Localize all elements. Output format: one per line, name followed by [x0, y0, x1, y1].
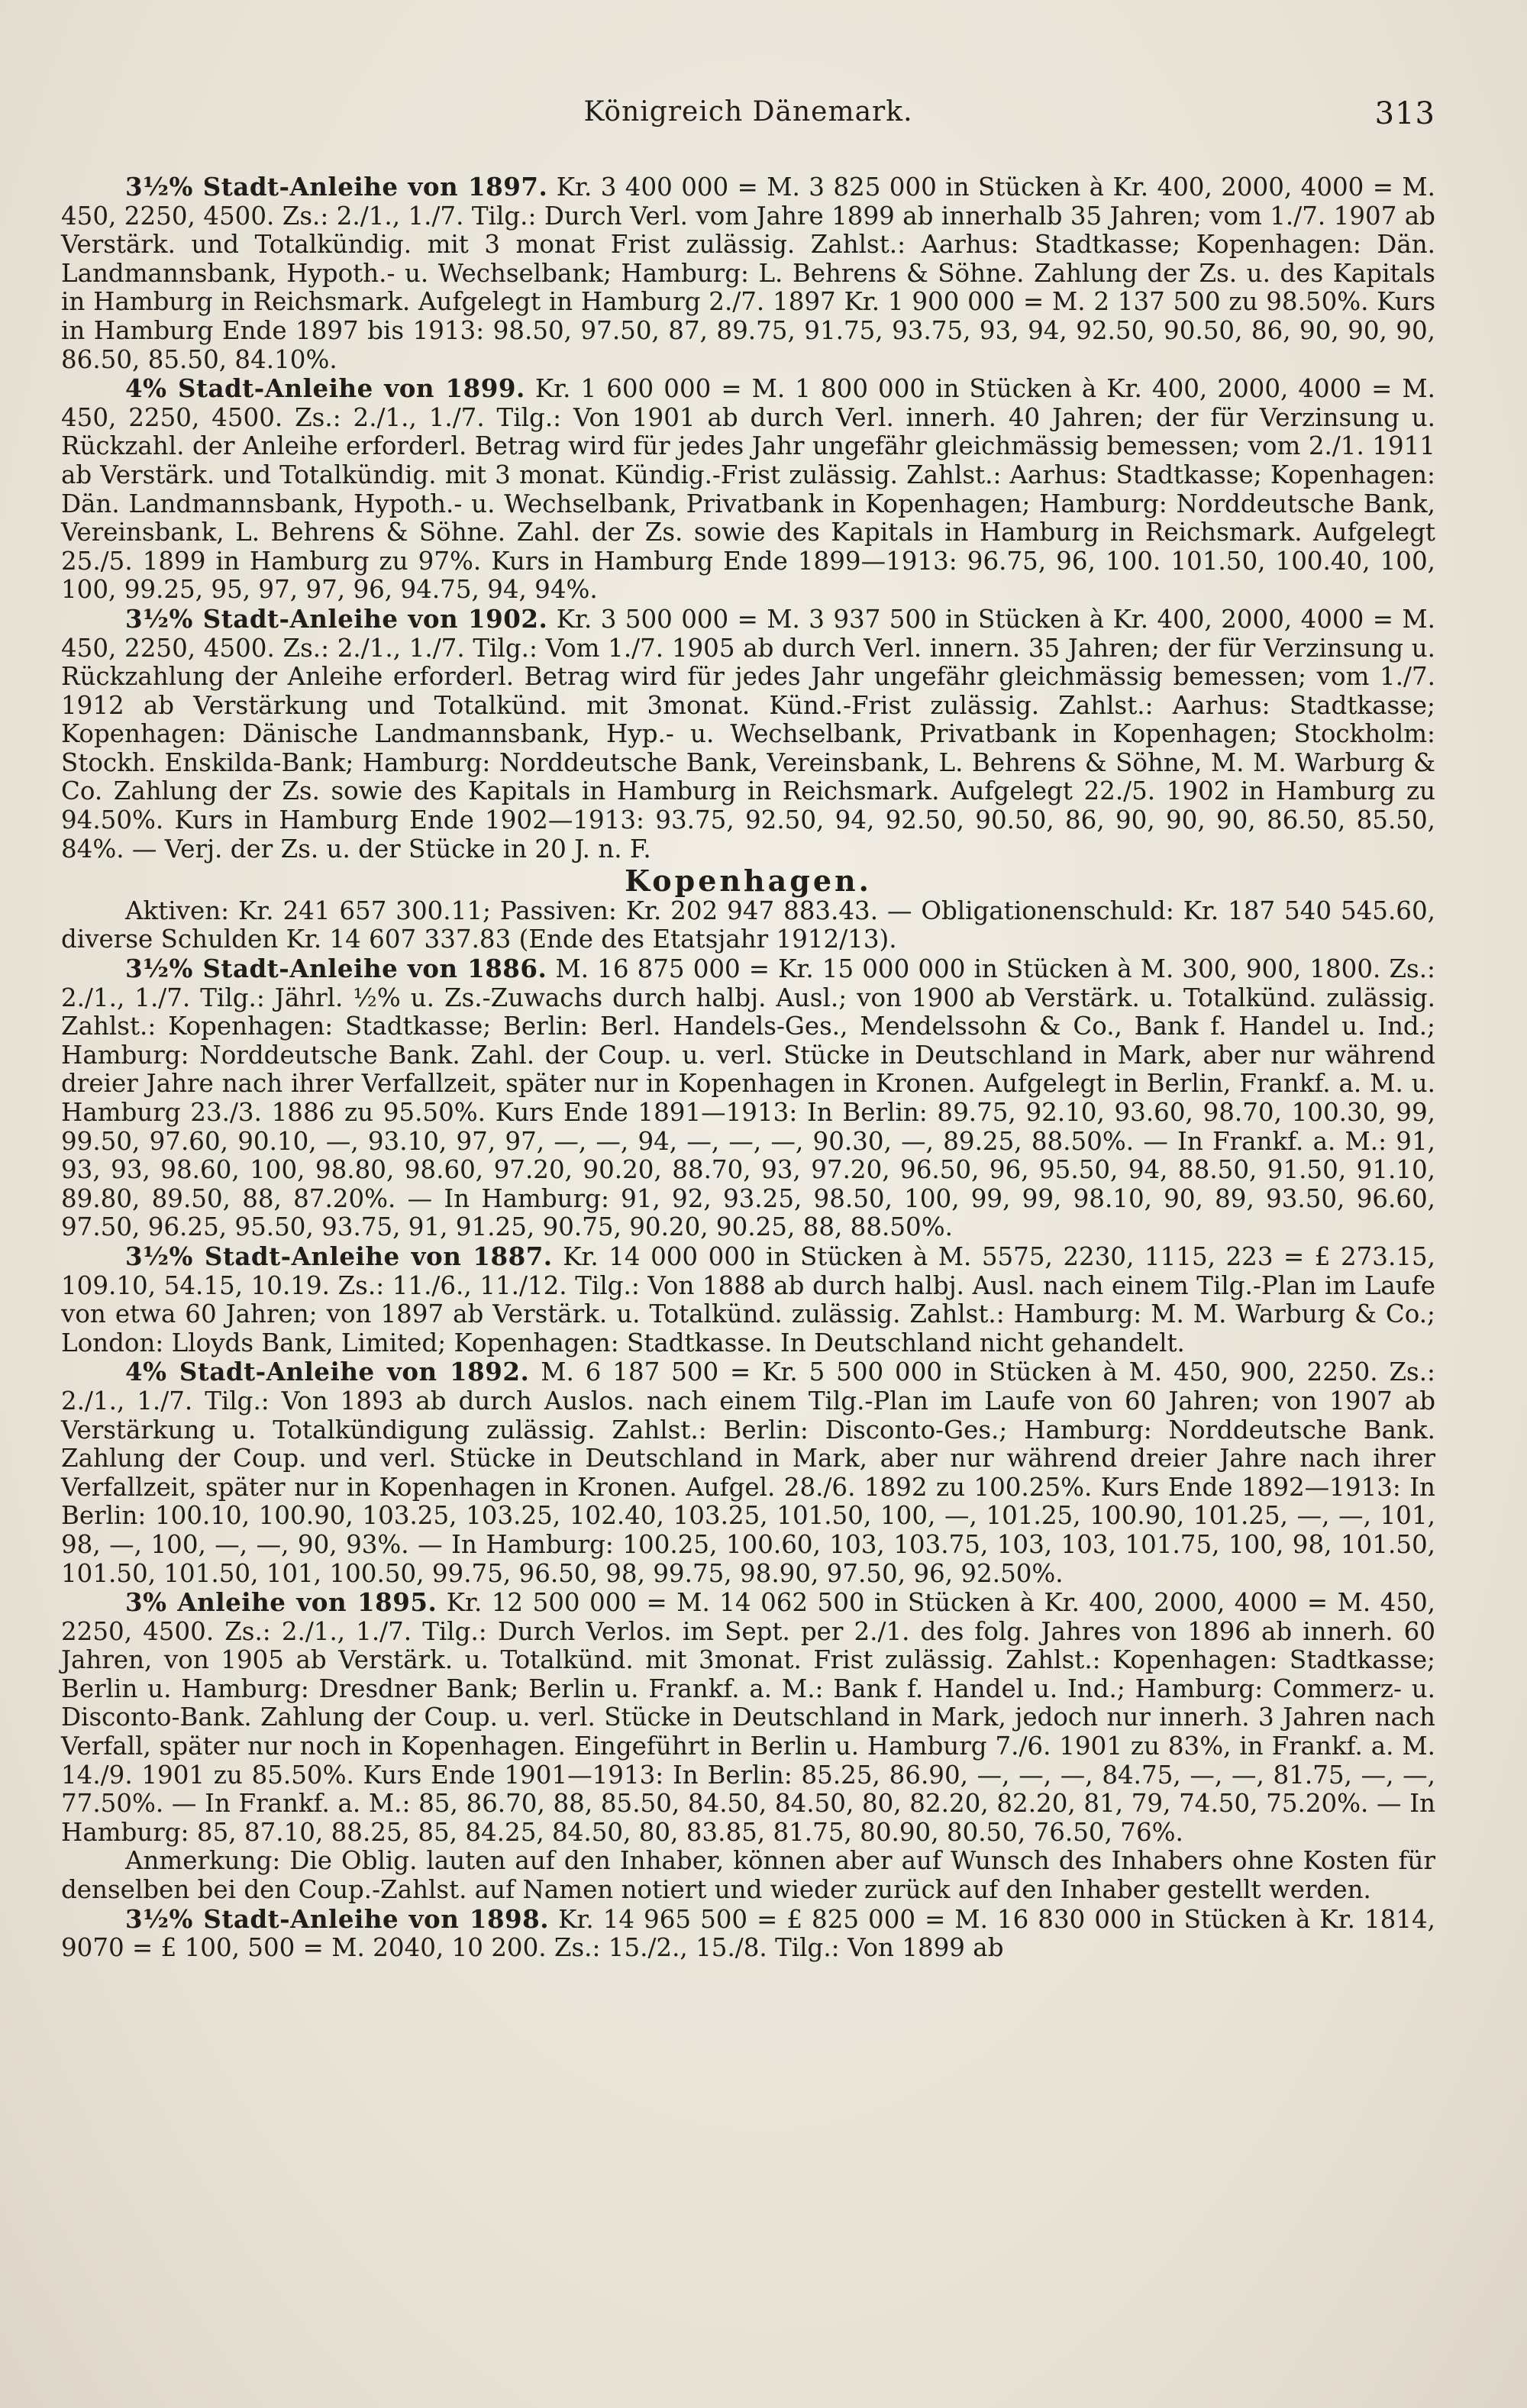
bond-text: Kr. 1 600 000 = M. 1 800 000 in Stücken à Kr. 400, 2000, 4000 = M. 450, 2250, 4500. Zs.: 2./1., 1./7. Tilg.: Von 1901 ab durch Verl. innerh. 40 Jahren; der für Verzinsung u. Rückzahl. der Anleihe erforderl. Betrag wird für jedes Jahr ungefähr gleichmässig bemessen; vom 2./1. 1911 ab Verstärk. und Totalkündig. mit 3 monat. Kündig.-Frist zulässig. Zahlst.: Aarhus: Stadtkasse; Kopenhagen: Dän. Landmannsbank, Hypoth.- u. Wechselbank, Privatbank in Kopenhagen; Hamburg: Norddeutsche Bank, Vereinsbank, L. Behrens & Söhne. Zahl. der Zs. sowie des Kapitals in Hamburg in Reichsmark. Aufgelegt 25./5. 1899 in Hamburg zu 97%. Kurs in Hamburg Ende 1899—1913: 96.75, 96, 100. 101.50, 100.40, 100, 100, 99.25, 95, 97, 97, 96, 94.75, 94, 94%.: [61, 374, 1436, 605]
bond-title: 3½% Stadt-Anleihe von 1887.: [125, 1241, 553, 1271]
bond-title: 3½% Stadt-Anleihe von 1897.: [125, 172, 548, 202]
bond-text: Kr. 14 000 000 in Stücken à M. 5575, 2230, 1115, 223 = £ 273.15, 109.10, 54.15, 10.19. Zs.: 11./6., 11./12. Tilg.: Von 1888 ab durch halbj. Ausl. nach einem Tilg.-Plan im Laufe von etwa 60 Jahren; von 1897 ab Verstärk. u. Totalkünd. zulässig. Zahlst.: Hamburg: M. M. Warburg & Co.; London: Lloyds Bank, Limited; Kopenhagen: Stadtkasse. In Deutschland nicht gehandelt.: [61, 1241, 1435, 1357]
bond-text: Kr. 14 965 500 = £ 825 000 = M. 16 830 000 in Stücken à Kr. 1814, 9070 = £ 100, 500 = M. 2040, 10 200. Zs.: 15./2., 15./8. Tilg.: Von 1899 ab: [61, 1904, 1435, 1963]
bond-title: 3½% Stadt-Anleihe von 1886.: [125, 954, 547, 984]
bond-title: 3½% Stadt-Anleihe von 1898.: [125, 1903, 550, 1934]
page-number: 313: [1374, 96, 1435, 131]
page-body: [61, 173, 1435, 2387]
bond-entry-1887: [61, 1242, 1435, 1357]
page-header: [61, 90, 1435, 136]
bond-text: M. 6 187 500 = Kr. 5 500 000 in Stücken à M. 450, 900, 2250. Zs.: 2./1., 1./7. Tilg.: Von 1893 ab durch Auslos. nach einem Tilg.-Plan im Laufe von 60 Jahren; von 1907 ab Verstärkung u. Totalkündigung zulässig. Zahlst.: Berlin: Disconto-Ges.; Hamburg: Norddeutsche Bank. Zahlung der Coup. und verl. Stücke in Deutschland in Mark, aber nur während dreier Jahre nach ihrer Verfallzeit, später nur in Kopenhagen in Kronen. Aufgel. 28./6. 1892 zu 100.25%. Kurs Ende 1892—1913: In Berlin: 100.10, 100.90, 103.25, 103.25, 102.40, 103.25, 101.50, 100, —, 101.25, 100.90, 101.25, —, —, 101, 98, —, 100, —, —, 90, 93%. — In Hamburg: 100.25, 100.60, 103, 103.75, 103, 103, 101.75, 100, 98, 101.50, 101.50, 101.50, 101, 100.50, 99.75, 96.50, 98, 99.75, 98.90, 97.50, 96, 92.50%.: [61, 1357, 1436, 1588]
bond-text: Kr. 3 500 000 = M. 3 937 500 in Stücken à Kr. 400, 2000, 4000 = M. 450, 2250, 4500. Zs.: 2./1., 1./7. Tilg.: Vom 1./7. 1905 ab durch Verl. innern. 35 Jahren; der für Verzinsung u. Rückzahlung der Anleihe erforderl. Betrag wird für jedes Jahr ungefähr gleichmässig bemessen; vom 1./7. 1912 ab Verstärkung und Totalkünd. mit 3monat. Künd.-Frist zulässig. Zahlst.: Aarhus: Stadtkasse; Kopenhagen: Dänische Landmannsbank, Hyp.- u. Wechselbank, Privatbank in Kopenhagen; Stockholm: Stockh. Enskilda-Bank; Hamburg: Norddeutsche Bank, Vereinsbank, L. Behrens & Söhne, M. M. Warburg & Co. Zahlung der Zs. sowie des Kapitals in Hamburg in Reichsmark. Aufgelegt 22./5. 1902 in Hamburg zu 94.50%. Kurs in Hamburg Ende 1902—1913: 93.75, 92.50, 94, 92.50, 90.50, 86, 90, 90, 90, 86.50, 85.50, 84%. — Verj. der Zs. u. der Stücke in 20 J. n. F.: [61, 604, 1436, 863]
section-summary: Aktiven: Kr. 241 657 300.11; Passiven: Kr. 202 947 883.43. — Obligationenschuld: Kr. 187 540 545.60, diverse Schulden Kr. 14 607 337.83 (Ende des Etatsjahr 1912/13).: [61, 896, 1435, 954]
bond-title: 4% Stadt-Anleihe von 1892.: [125, 1357, 530, 1387]
bond-entry-1886: [61, 954, 1435, 1242]
bond-text: Kr. 12 500 000 = M. 14 062 500 in Stücken à Kr. 400, 2000, 4000 = M. 450, 2250, 4500. Zs.: 2./1., 1./7. Tilg.: Durch Verlos. im Sept. per 2./1. des folg. Jahres von 1896 ab innerh. 60 Jahren, von 1905 ab Verstärk. u. Totalkünd. mit 3monat. Frist zulässig. Zahlst.: Kopenhagen: Stadtkasse; Berlin u. Hamburg: Dresdner Bank; Berlin u. Frankf. a. M.: Bank f. Handel u. Ind.; Hamburg: Commerz- u. Disconto-Bank. Zahlung der Coup. u. verl. Stücke in Deutschland in Mark, jedoch nur innerh. 3 Jahren nach Verfall, später nur noch in Kopenhagen. Eingeführt in Berlin u. Hamburg 7./6. 1901 zu 83%, in Frankf. a. M. 14./9. 1901 zu 85.50%. Kurs Ende 1901—1913: In Berlin: 85.25, 86.90, —, —, —, 84.75, —, —, 81.75, —, —, 77.50%. — In Frankf. a. M.: 85, 86.70, 88, 85.50, 84.50, 84.50, 80, 82.20, 82.20, 81, 79, 74.50, 75.20%. — In Hamburg: 85, 87.10, 88.25, 85, 84.25, 84.50, 80, 83.85, 81.75, 80.90, 80.50, 76.50, 76%.: [61, 1588, 1436, 1847]
bond-entry-1898: [61, 1905, 1435, 1963]
bond-title: 3% Anleihe von 1895.: [125, 1587, 437, 1618]
bond-title: 4% Stadt-Anleihe von 1899.: [125, 373, 525, 404]
bond-title: 3½% Stadt-Anleihe von 1902.: [125, 603, 548, 634]
remark-note: Anmerkung: Die Oblig. lauten auf den Inhaber, können aber auf Wunsch des Inhabers ohne Kosten für denselben bei den Coup.-Zahlst. auf Namen notiert und wieder zurück auf den Inhaber gestellt werden.: [61, 1846, 1435, 1905]
bond-entry-1902: [61, 605, 1435, 863]
bond-text: Kr. 3 400 000 = M. 3 825 000 in Stücken à Kr. 400, 2000, 4000 = M. 450, 2250, 4500. Zs.: 2./1., 1./7. Tilg.: Durch Verl. vom Jahre 1899 ab innerhalb 35 Jahren; vom 1./7. 1907 ab Verstärk. und Totalkündig. mit 3 monat Frist zulässig. Zahlst.: Aarhus: Stadtkasse; Kopenhagen: Dän. Landmannsbank, Hypoth.- u. Wechselbank; Hamburg: L. Behrens & Söhne. Zahlung der Zs. u. des Kapitals in Hamburg in Reichsmark. Aufgelegt in Hamburg 2./7. 1897 Kr. 1 900 000 = M. 2 137 500 zu 98.50%. Kurs in Hamburg Ende 1897 bis 1913: 98.50, 97.50, 87, 89.75, 91.75, 93.75, 93, 94, 92.50, 90.50, 86, 90, 90, 90, 86.50, 85.50, 84.10%.: [61, 173, 1436, 374]
section-heading-kopenhagen: Kopenhagen.: [625, 863, 872, 899]
running-title: Königreich Dänemark.: [583, 96, 913, 128]
bond-entry-1892: [61, 1357, 1435, 1588]
bond-entry-1899: [61, 374, 1435, 605]
bond-entry-1895: [61, 1588, 1435, 1847]
bond-entry-1897: [61, 173, 1435, 374]
bond-text: M. 16 875 000 = Kr. 15 000 000 in Stücken à M. 300, 900, 1800. Zs.: 2./1., 1./7. Tilg.: Jährl. ½% u. Zs.-Zuwachs durch halbj. Ausl.; von 1900 ab Verstärk. u. Totalkünd. zulässig. Zahlst.: Kopenhagen: Stadtkasse; Berlin: Berl. Handels-Ges., Mendelssohn & Co., Bank f. Handel u. Ind.; Hamburg: Norddeutsche Bank. Zahl. der Coup. u. verl. Stücke in Deutschland in Mark, aber nur während dreier Jahre nach ihrer Verfallzeit, später nur in Kopenhagen in Kronen. Aufgelegt in Berlin, Frankf. a. M. u. Hamburg 23./3. 1886 zu 95.50%. Kurs Ende 1891—1913: In Berlin: 89.75, 92.10, 93.60, 98.70, 100.30, 99, 99.50, 97.60, 90.10, —, 93.10, 97, 97, —, —, 94, —, —, —, 90.30, —, 89.25, 88.50%. — In Frankf. a. M.: 91, 93, 93, 98.60, 100, 98.80, 98.60, 97.20, 90.20, 88.70, 93, 97.20, 96.50, 96, 95.50, 94, 88.50, 91.50, 91.10, 89.80, 89.50, 88, 87.20%. — In Hamburg: 91, 92, 93.25, 98.50, 100, 99, 99, 98.10, 90, 89, 93.50, 96.60, 97.50, 96.25, 95.50, 93.75, 91, 91.25, 90.75, 90.20, 90.25, 88, 88.50%.: [61, 954, 1435, 1242]
